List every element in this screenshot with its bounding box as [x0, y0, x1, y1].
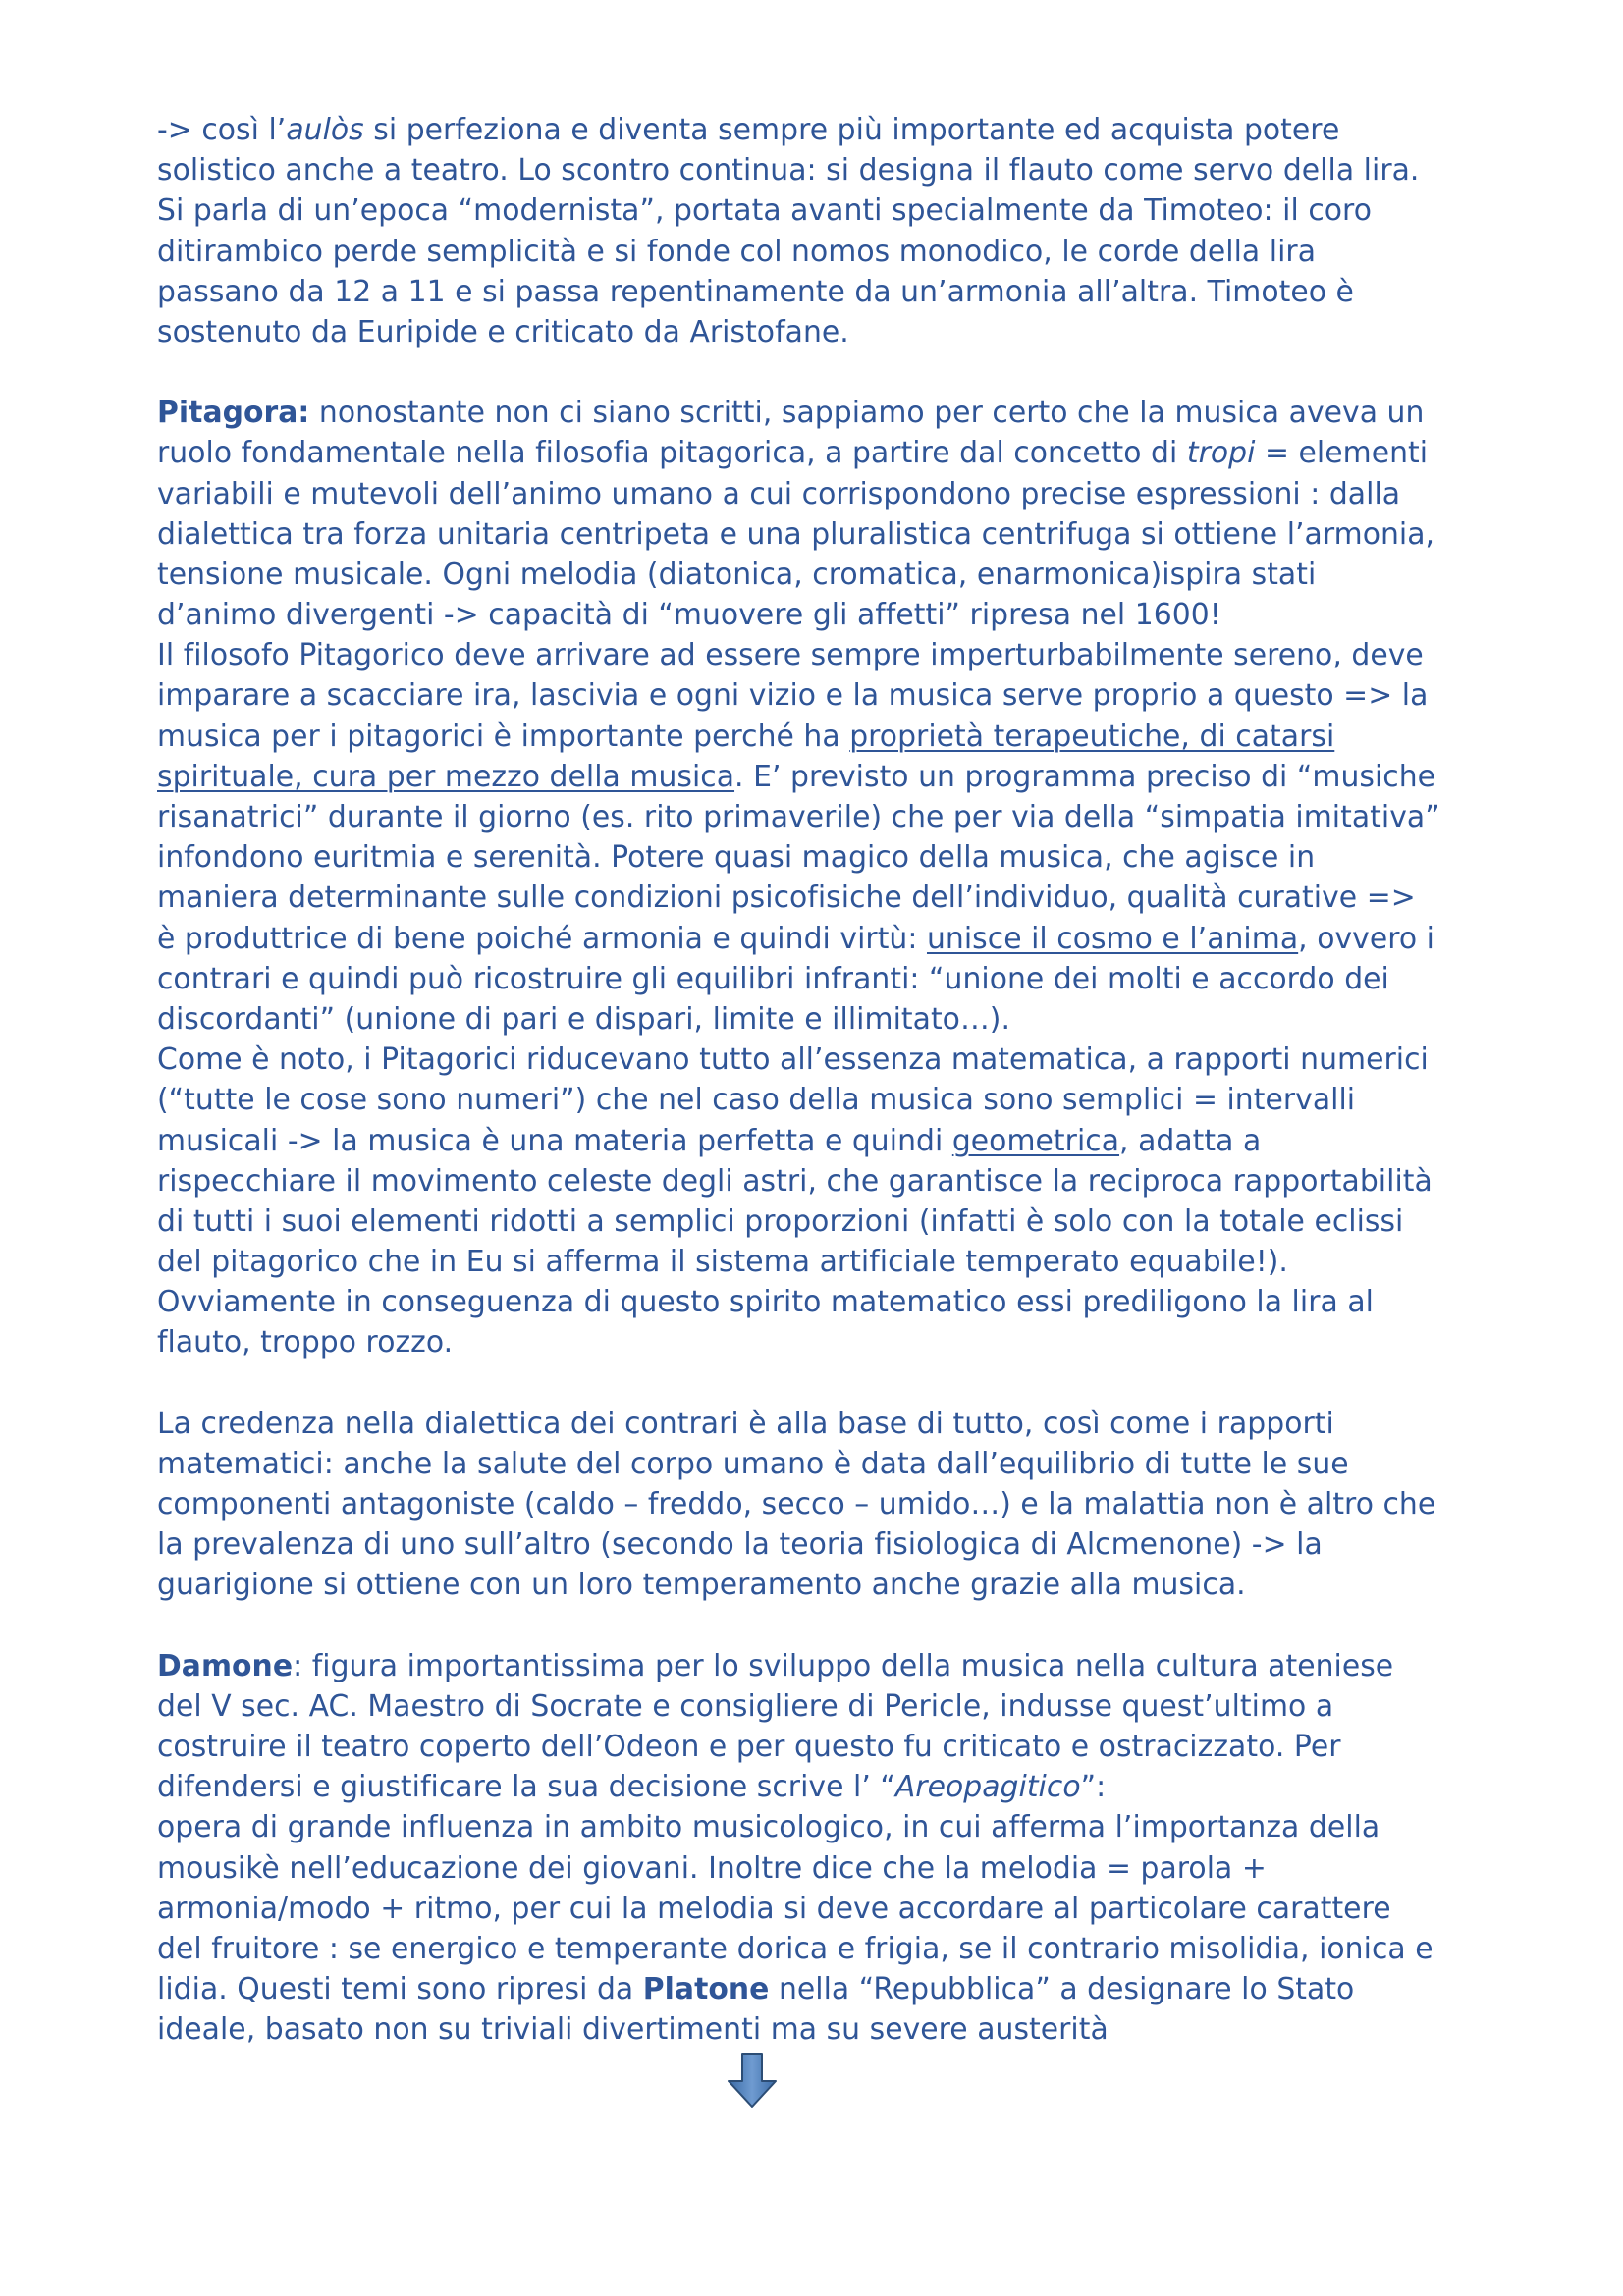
text-line: infondono euritmia e serenità. Potere quasi magico della musica, che agisce in: [157, 840, 1316, 876]
text-line: opera di grande influenza in ambito musicologico, in cui afferma l’importanza della: [157, 1810, 1380, 1845]
text-line: spirituale, cura per mezzo della musica. E’ previsto un programma preciso di “musiche: [157, 759, 1436, 794]
text-line: ruolo fondamentale nella filosofia pitagorica, a partire dal concetto di tropi = elementi: [157, 436, 1429, 471]
heading-damone: Damone: [157, 1648, 294, 1683]
text-line: del pitagorico che in Eu si afferma il sistema artificiale temperato equabile!).: [157, 1245, 1288, 1280]
name-platone: Platone: [642, 1972, 770, 2007]
text-line: componenti antagoniste (caldo – freddo, secco – umido…) e la malattia non è altro che: [157, 1487, 1436, 1522]
text-line: Si parla di un’epoca “modernista”, portata avanti specialmente da Timoteo: il coro: [157, 193, 1372, 229]
text-line: musica per i pitagorici è importante perché ha proprietà terapeutiche, di catarsi: [157, 719, 1335, 754]
text-line: difendersi e giustificare la sua decisione scrive l’ “Areopagitico”:: [157, 1770, 1107, 1805]
text-line: Il filosofo Pitagorico deve arrivare ad essere sempre imperturbabilmente sereno, deve: [157, 638, 1424, 673]
paragraph-damone: [157, 1646, 1492, 2051]
heading-pitagora: Pitagora:: [157, 396, 310, 431]
text-line: (“tutte le cose sono numeri”) che nel caso della musica sono semplici = intervalli: [157, 1083, 1356, 1118]
text-line: La credenza nella dialettica dei contrari è alla base di tutto, così come i rapporti: [157, 1406, 1334, 1441]
text-line: discordanti” (unione di pari e dispari, limite e illimitato…).: [157, 1001, 1010, 1037]
document-page: [157, 110, 1492, 2090]
text-line: contrari e quindi può ricostruire gli equilibri infranti: “unione dei molti e accordo dei: [157, 961, 1389, 996]
text-line: ideale, basato non su triviali divertimenti ma su severe austerità: [157, 2012, 1109, 2048]
text-line: Damone: figura importantissima per lo sviluppo della musica nella cultura ateniese: [157, 1648, 1394, 1683]
text-line: Ovviamente in conseguenza di questo spirito matematico essi prediligono la lira al: [157, 1285, 1374, 1320]
text-line: -> così l’aulòs si perfeziona e diventa sempre più importante ed acquista potere: [157, 113, 1340, 147]
text-line: d’animo divergenti -> capacità di “muovere gli affetti” ripresa nel 1600!: [157, 598, 1221, 633]
text-line: maniera determinante sulle condizioni psicofisiche dell’individuo, qualità curative =>: [157, 881, 1416, 916]
text-line: variabili e mutevoli dell’animo umano a cui corrispondono precise espressioni : dalla: [157, 476, 1401, 511]
text-line: flauto, troppo rozzo.: [157, 1325, 454, 1361]
text-line: Pitagora: nonostante non ci siano scritti, sappiamo per certo che la musica aveva un: [157, 396, 1425, 431]
text-line: passano da 12 a 11 e si passa repentinamente da un’armonia all’altra. Timoteo è: [157, 274, 1354, 309]
text-line: imparare a scacciare ira, lascivia e ogni vizio e la musica serve proprio a questo => la: [157, 678, 1429, 714]
text-line: di tutti i suoi elementi ridotti a semplici proporzioni (infatti è solo con la totale eclissi: [157, 1203, 1404, 1239]
text-line: guarigione si ottiene con un loro temperamento anche grazie alla musica.: [157, 1568, 1246, 1603]
text-line: del V sec. AC. Maestro di Socrate e consigliere di Pericle, indusse quest’ultimo a: [157, 1688, 1334, 1724]
paragraph-aulos: [157, 110, 1492, 352]
text-line: è produttrice di bene poiché armonia e quindi virtù: unisce il cosmo e l’anima, ovvero i: [157, 921, 1435, 956]
text-line: armonia/modo + ritmo, per cui la melodia si deve accordare al particolare carattere: [157, 1891, 1391, 1926]
text-line: dialettica tra forza unitaria centripeta e una pluralistica centrifuga si ottiene l’armonia,: [157, 516, 1435, 552]
text-line: matematici: anche la salute del corpo umano è data dall’equilibrio di tutte le sue: [157, 1446, 1349, 1481]
text-line: musicali -> la musica è una materia perfetta e quindi geometrica, adatta a: [157, 1123, 1262, 1158]
text-line: rispecchiare il movimento celeste degli astri, che garantisce la reciproca rapportabilità: [157, 1163, 1433, 1199]
text-line: tensione musicale. Ogni melodia (diatonica, cromatica, enarmonica)ispira stati: [157, 557, 1317, 592]
text-line: la prevalenza di uno sull’altro (secondo la teoria fisiologica di Alcmenone) -> la: [157, 1527, 1323, 1563]
text-line: del fruitore : se energico e temperante dorica e frigia, se il contrario misolidia, ionica e: [157, 1931, 1434, 1966]
text-line: Come è noto, i Pitagorici riducevano tutto all’essenza matematica, a rapporti numerici: [157, 1042, 1429, 1078]
text-line: sostenuto da Euripide e criticato da Aristofane.: [157, 314, 849, 349]
text-line: solistico anche a teatro. Lo scontro continua: si designa il flauto come servo della lira.: [157, 153, 1420, 188]
text-line: lidia. Questi temi sono ripresi da Platone nella “Repubblica” a designare lo Stato: [157, 1972, 1355, 2007]
text-line: mousikè nell’educazione dei giovani. Inoltre dice che la melodia = parola +: [157, 1850, 1267, 1886]
down-arrow-icon: [727, 2052, 778, 2109]
text-line: ditirambico perde semplicità e si fonde col nomos monodico, le corde della lira: [157, 234, 1317, 269]
text-line: costruire il teatro coperto dell’Odeon e per questo fu criticato e ostracizzato. Per: [157, 1729, 1341, 1764]
text-line: risanatrici” durante il giorno (es. rito primaverile) che per via della “simpatia imitativa”: [157, 800, 1440, 834]
paragraph-pitagora: [157, 393, 1492, 1363]
paragraph-contrari: [157, 1404, 1492, 1606]
